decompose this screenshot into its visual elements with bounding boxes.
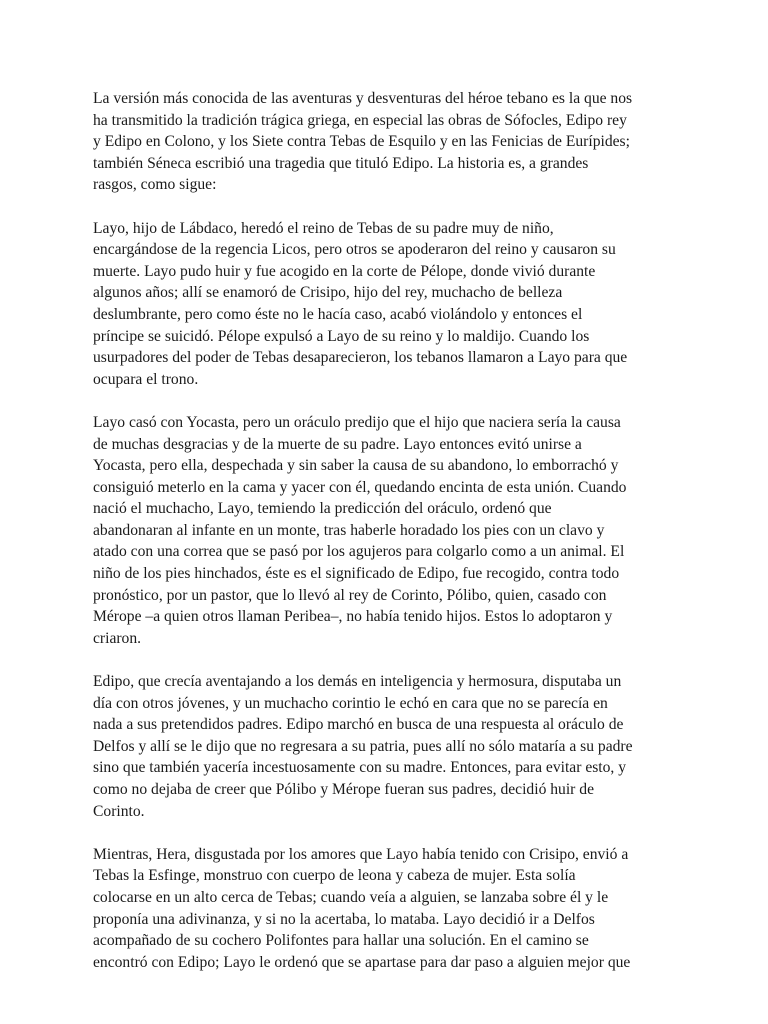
text-line: Corinto. [93,802,145,820]
text-line: Layo casó con Yocasta, pero un oráculo predijo que el hijo que naciera sería la causa [93,413,621,431]
text-line: deslumbrante, pero como éste no le hacía caso, acabó violándolo y entonces el [93,305,583,323]
text-line: y Edipo en Colono, y los Siete contra Tebas de Esquilo y en las Fenicias de Eurípides; [93,133,630,151]
paragraph-2 [93,218,677,391]
text-line: ocupara el trono. [93,370,199,388]
text-line: sino que también yacería incestuosamente con su madre. Entonces, para evitar esto, y [93,759,627,777]
text-line: muerte. Layo pudo huir y fue acogido en la corte de Pélope, donde vivió durante [93,262,596,280]
text-line: de muchas desgracias y de la muerte de su padre. Layo entonces evitó unirse a [93,435,582,453]
text-line: rasgos, como sigue: [93,176,217,194]
text-line: abandonaran al infante en un monte, tras haberle horadado los pies con un clavo y [93,521,605,539]
text-line: pronóstico, por un pastor, que lo llevó al rey de Corinto, Pólibo, quien, casado con [93,586,607,604]
text-line: día con otros jóvenes, y un muchacho corintio le echó en cara que no se parecía en [93,694,608,712]
text-line: usurpadores del poder de Tebas desaparecieron, los tebanos llamaron a Layo para que [93,349,628,367]
text-line: proponía una adivinanza, y si no la acertaba, lo mataba. Layo decidió ir a Delfos [93,910,595,928]
text-line: niño de los pies hinchados, éste es el significado de Edipo, fue recogido, contra todo [93,565,620,583]
text-line: acompañado de su cochero Polifontes para hallar una solución. En el camino se [93,932,589,950]
text-line: Layo, hijo de Lábdaco, heredó el reino de Tebas de su padre muy de niño, [93,219,554,237]
text-line: nada a sus pretendidos padres. Edipo marchó en busca de una respuesta al oráculo de [93,716,624,734]
text-line: Mientras, Hera, disgustada por los amores que Layo había tenido con Crisipo, envió a [93,845,629,863]
paragraph-5 [93,844,677,974]
text-line: atado con una correa que se pasó por los agujeros para colgarlo como a un animal. El [93,543,625,561]
paragraph-3 [93,412,677,650]
text-line: criaron. [93,629,142,647]
paragraph-1 [93,88,677,196]
text-line: Tebas la Esfinge, monstruo con cuerpo de leona y cabeza de mujer. Esta solía [93,867,576,885]
text-line: príncipe se suicidó. Pélope expulsó a Layo de su reino y lo maldijo. Cuando los [93,327,590,345]
text-line: ha transmitido la tradición trágica griega, en especial las obras de Sófocles, Edipo rey [93,111,627,129]
text-line: Delfos y allí se le dijo que no regresara a su patria, pues allí no sólo mataría a su padre [93,737,633,755]
text-line: Edipo, que crecía aventajando a los demás en inteligencia y hermosura, disputaba un [93,673,622,691]
text-line: también Séneca escribió una tragedia que tituló Edipo. La historia es, a grandes [93,154,589,172]
text-line: algunos años; allí se enamoró de Crisipo, hijo del rey, muchacho de belleza [93,284,563,302]
text-line: encargándose de la regencia Licos, pero otros se apoderaron del reino y causaron su [93,241,616,259]
text-line: nació el muchacho, Layo, temiendo la predicción del oráculo, ordenó que [93,500,552,518]
text-line: La versión más conocida de las aventuras y desventuras del héroe tebano es la que nos [93,90,633,107]
text-line: Mérope –a quien otros llaman Peribea–, no había tenido hijos. Estos lo adoptaron y [93,608,613,626]
text-line: colocarse en un alto cerca de Tebas; cuando veía a alguien, se lanzaba sobre él y le [93,888,609,906]
text-line: encontró con Edipo; Layo le ordenó que se apartase para dar paso a alguien mejor que [93,953,631,971]
document-page [93,88,677,995]
text-line: Yocasta, pero ella, despechada y sin saber la causa de su abandono, lo emborrachó y [93,457,619,475]
text-line: consiguió meterlo en la cama y yacer con él, quedando encinta de esta unión. Cuando [93,478,627,496]
text-line: como no dejaba de creer que Pólibo y Mérope fueran sus padres, decidió huir de [93,781,594,798]
paragraph-4 [93,671,677,822]
